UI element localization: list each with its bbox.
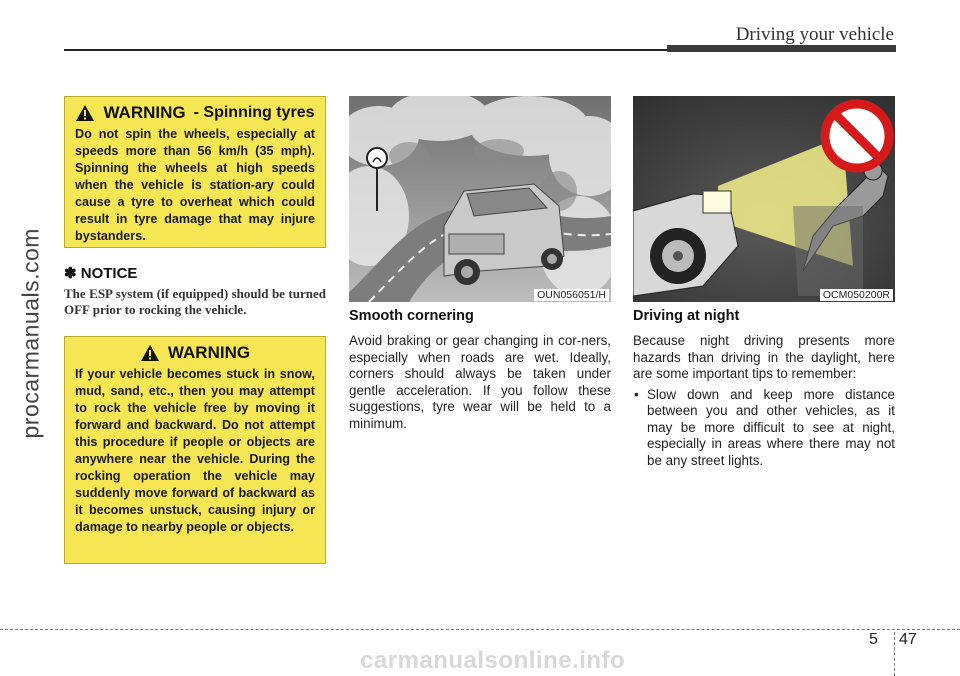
warning-triangle-icon [140,344,160,362]
chapter-number: 5 [869,631,878,648]
header-tab-bar [667,45,896,52]
footer-watermark: carmanualsonline.info [360,647,626,674]
page-number-separator [894,632,896,676]
warning-rocking-box [64,336,326,564]
warning-header [75,103,315,123]
warning-subheading: - Spinning tyres [193,104,315,121]
section-title: Smooth cornering [349,308,474,324]
warning-body: If your vehicle becomes stuck in snow, mud, sand, etc., then you may attempt to rock the vehicle free by moving it forward and backward. Do not attempt this procedure if people or objects are anywhere near the vehicle. During the rocking operation the vehicle may suddenly move forward of backward as it becomes unstuck, causing injury or damage to nearby people or objects. [75,367,315,534]
list-item: • Slow down and keep more distance between you and other vehicles, as it may be more difficult to see at night, especially in areas where there may not be any street lights. [647,387,895,470]
warning-spinning-tyres-box [64,96,326,248]
warning-triangle-icon [75,104,95,122]
night-driving-illustration [633,96,895,302]
section-intro: Because night driving presents more hazards than driving in the daylight, here are some important tips to remember: [633,333,895,381]
figure-caption: OCM050200R [820,289,893,301]
warning-body: Do not spin the wheels, especially at speeds more than 56 km/h (35 mph). Spinning the wheels at high speeds when the vehicle is station-ary could cause a tyre to overheat which could result in tyre damage that may injure bystanders. [75,127,315,243]
section-body: Avoid braking or gear changing in cor-ners, especially when roads are wet. Ideally, corners should always be taken under gentle acceleration. If you follow these suggestions, tyre wear will be held to a minimum. [349,333,611,431]
warning-heading: WARNING [103,103,186,122]
tips-list [633,387,895,470]
section-title: Driving at night [633,308,740,324]
page-header-title: Driving your vehicle [735,24,894,45]
figure-caption: OUN056051/H [534,289,609,301]
figure-cornering [349,96,611,302]
cornering-illustration [349,96,611,302]
warning-header [75,343,315,363]
warning-heading: WARNING [167,343,251,362]
section-driving-at-night [633,308,895,469]
footer-rule [0,629,960,630]
notice-title: ✽ NOTICE [64,265,138,282]
figure-night-driving [633,96,895,302]
section-smooth-cornering [349,308,611,432]
notice-body: The ESP system (if equipped) should be turned OFF prior to rocking the vehicle. [64,286,326,317]
side-watermark: procarmanuals.com [17,228,44,439]
page-number: 47 [899,631,917,648]
